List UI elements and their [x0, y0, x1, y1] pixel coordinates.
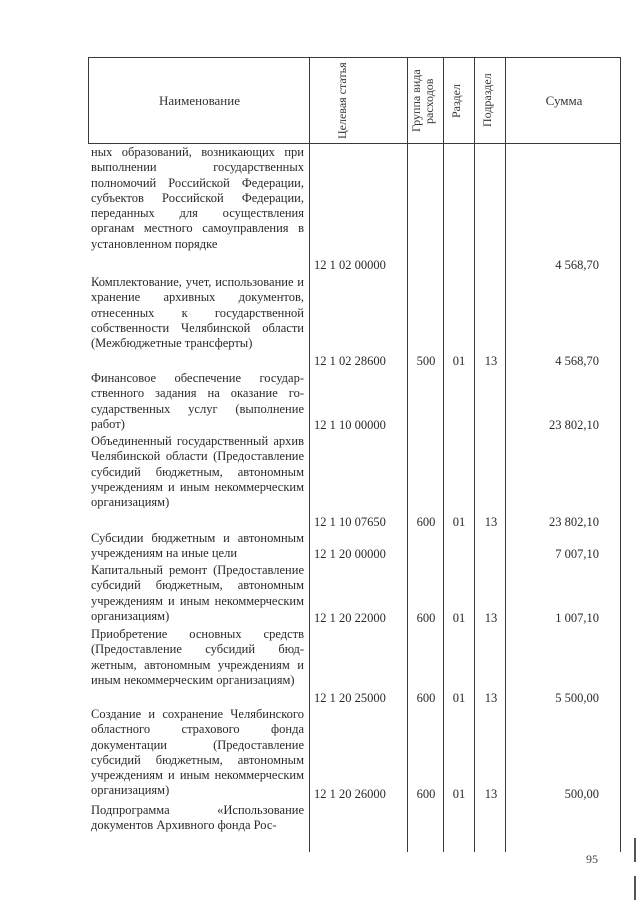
row-code: 12 1 20 25000: [314, 691, 386, 705]
row-text: Субсидии бюджетным и автономным учреждениям на иные цели: [91, 531, 304, 561]
row-code: 12 1 20 26000: [314, 787, 386, 801]
row-code: 12 1 10 00000: [314, 418, 386, 432]
row-section: 01: [452, 515, 466, 529]
header-sum: Сумма: [545, 93, 583, 108]
row-sum: 23 802,10: [549, 418, 599, 432]
row-text: Подпрограмма «Использование документов Архивного фонда Рос-: [91, 803, 304, 833]
row-sum: 4 568,70: [555, 354, 599, 368]
page-number: 95: [586, 852, 598, 866]
row-sum: 4 568,70: [555, 258, 599, 272]
row-group: 600: [416, 691, 436, 705]
table-top-border: [88, 57, 621, 58]
row-subsection: 13: [484, 611, 498, 625]
row-sum: 1 007,10: [555, 611, 599, 625]
scan-edge-mark: [634, 838, 636, 862]
row-section: 01: [452, 787, 466, 801]
col-divider-section: [474, 57, 475, 852]
row-text: Создание и сохранение Челябинского областного страхового фонда документации (Предоставление субсидий бюджетным, автономным учреждениям и иным некоммерческим организациям): [91, 707, 304, 798]
row-code: 12 1 02 28600: [314, 354, 386, 368]
row-code: 12 1 20 22000: [314, 611, 386, 625]
header-subsection: Подраздел: [480, 73, 494, 127]
row-text: Финансовое обеспечение государственного задания на оказание государственных услуг (выполнение работ): [91, 371, 304, 431]
col-divider-subsection: [505, 57, 506, 852]
row-text: Объединенный государственный архив Челябинской области (Предоставление субсидий бюджетным, автономным учреждениям и иным некоммерческим организациям): [91, 434, 304, 510]
row-section: 01: [452, 691, 466, 705]
col-divider-name: [309, 57, 310, 852]
row-sum: 500,00: [564, 787, 599, 801]
table-left-border: [88, 57, 89, 143]
row-group: 600: [416, 611, 436, 625]
header-group-line1: Группа вида: [409, 69, 423, 133]
row-group: 500: [416, 354, 436, 368]
row-text: Комплектование, учет, использование и хранение архивных документов, отнесенных к государственной собственности Челябинской области (Межбюджетные трансферты): [91, 275, 304, 351]
row-text: ных образований, возникающих при выполнении государственных полномочий Российской Федерации, субъектов Российской Федерации, переданных для осуществления органам местного самоуправления в установленном порядке: [91, 145, 304, 251]
row-subsection: 13: [484, 787, 498, 801]
row-sum: 5 500,00: [555, 691, 599, 705]
row-code: 12 1 10 07650: [314, 515, 386, 529]
row-code: 12 1 20 00000: [314, 547, 386, 561]
table-right-border: [620, 57, 621, 852]
row-section: 01: [452, 354, 466, 368]
scan-edge-mark: [634, 876, 636, 900]
header-target: Целевая статья: [335, 62, 349, 140]
col-divider-code: [407, 57, 408, 852]
header-name: Наименование: [159, 93, 240, 108]
row-subsection: 13: [484, 354, 498, 368]
row-sum: 7 007,10: [555, 547, 599, 561]
row-section: 01: [452, 611, 466, 625]
col-divider-group: [443, 57, 444, 852]
header-bottom-border: [88, 143, 621, 144]
header-section: Раздел: [449, 84, 463, 118]
row-code: 12 1 02 00000: [314, 258, 386, 272]
header-group: [410, 60, 442, 142]
row-group: 600: [416, 515, 436, 529]
row-subsection: 13: [484, 515, 498, 529]
row-text: Приобретение основных средств (Предоставление субсидий бюджетным, автономным учреждениям и иным некоммерческим организациям): [91, 627, 304, 687]
row-text: Капитальный ремонт (Предоставление субсидий бюджетным, автономным учреждениям и иным некоммерческим организациям): [91, 563, 304, 623]
row-subsection: 13: [484, 691, 498, 705]
header-group-line2: расходов: [422, 78, 436, 124]
row-group: 600: [416, 787, 436, 801]
row-sum: 23 802,10: [549, 515, 599, 529]
